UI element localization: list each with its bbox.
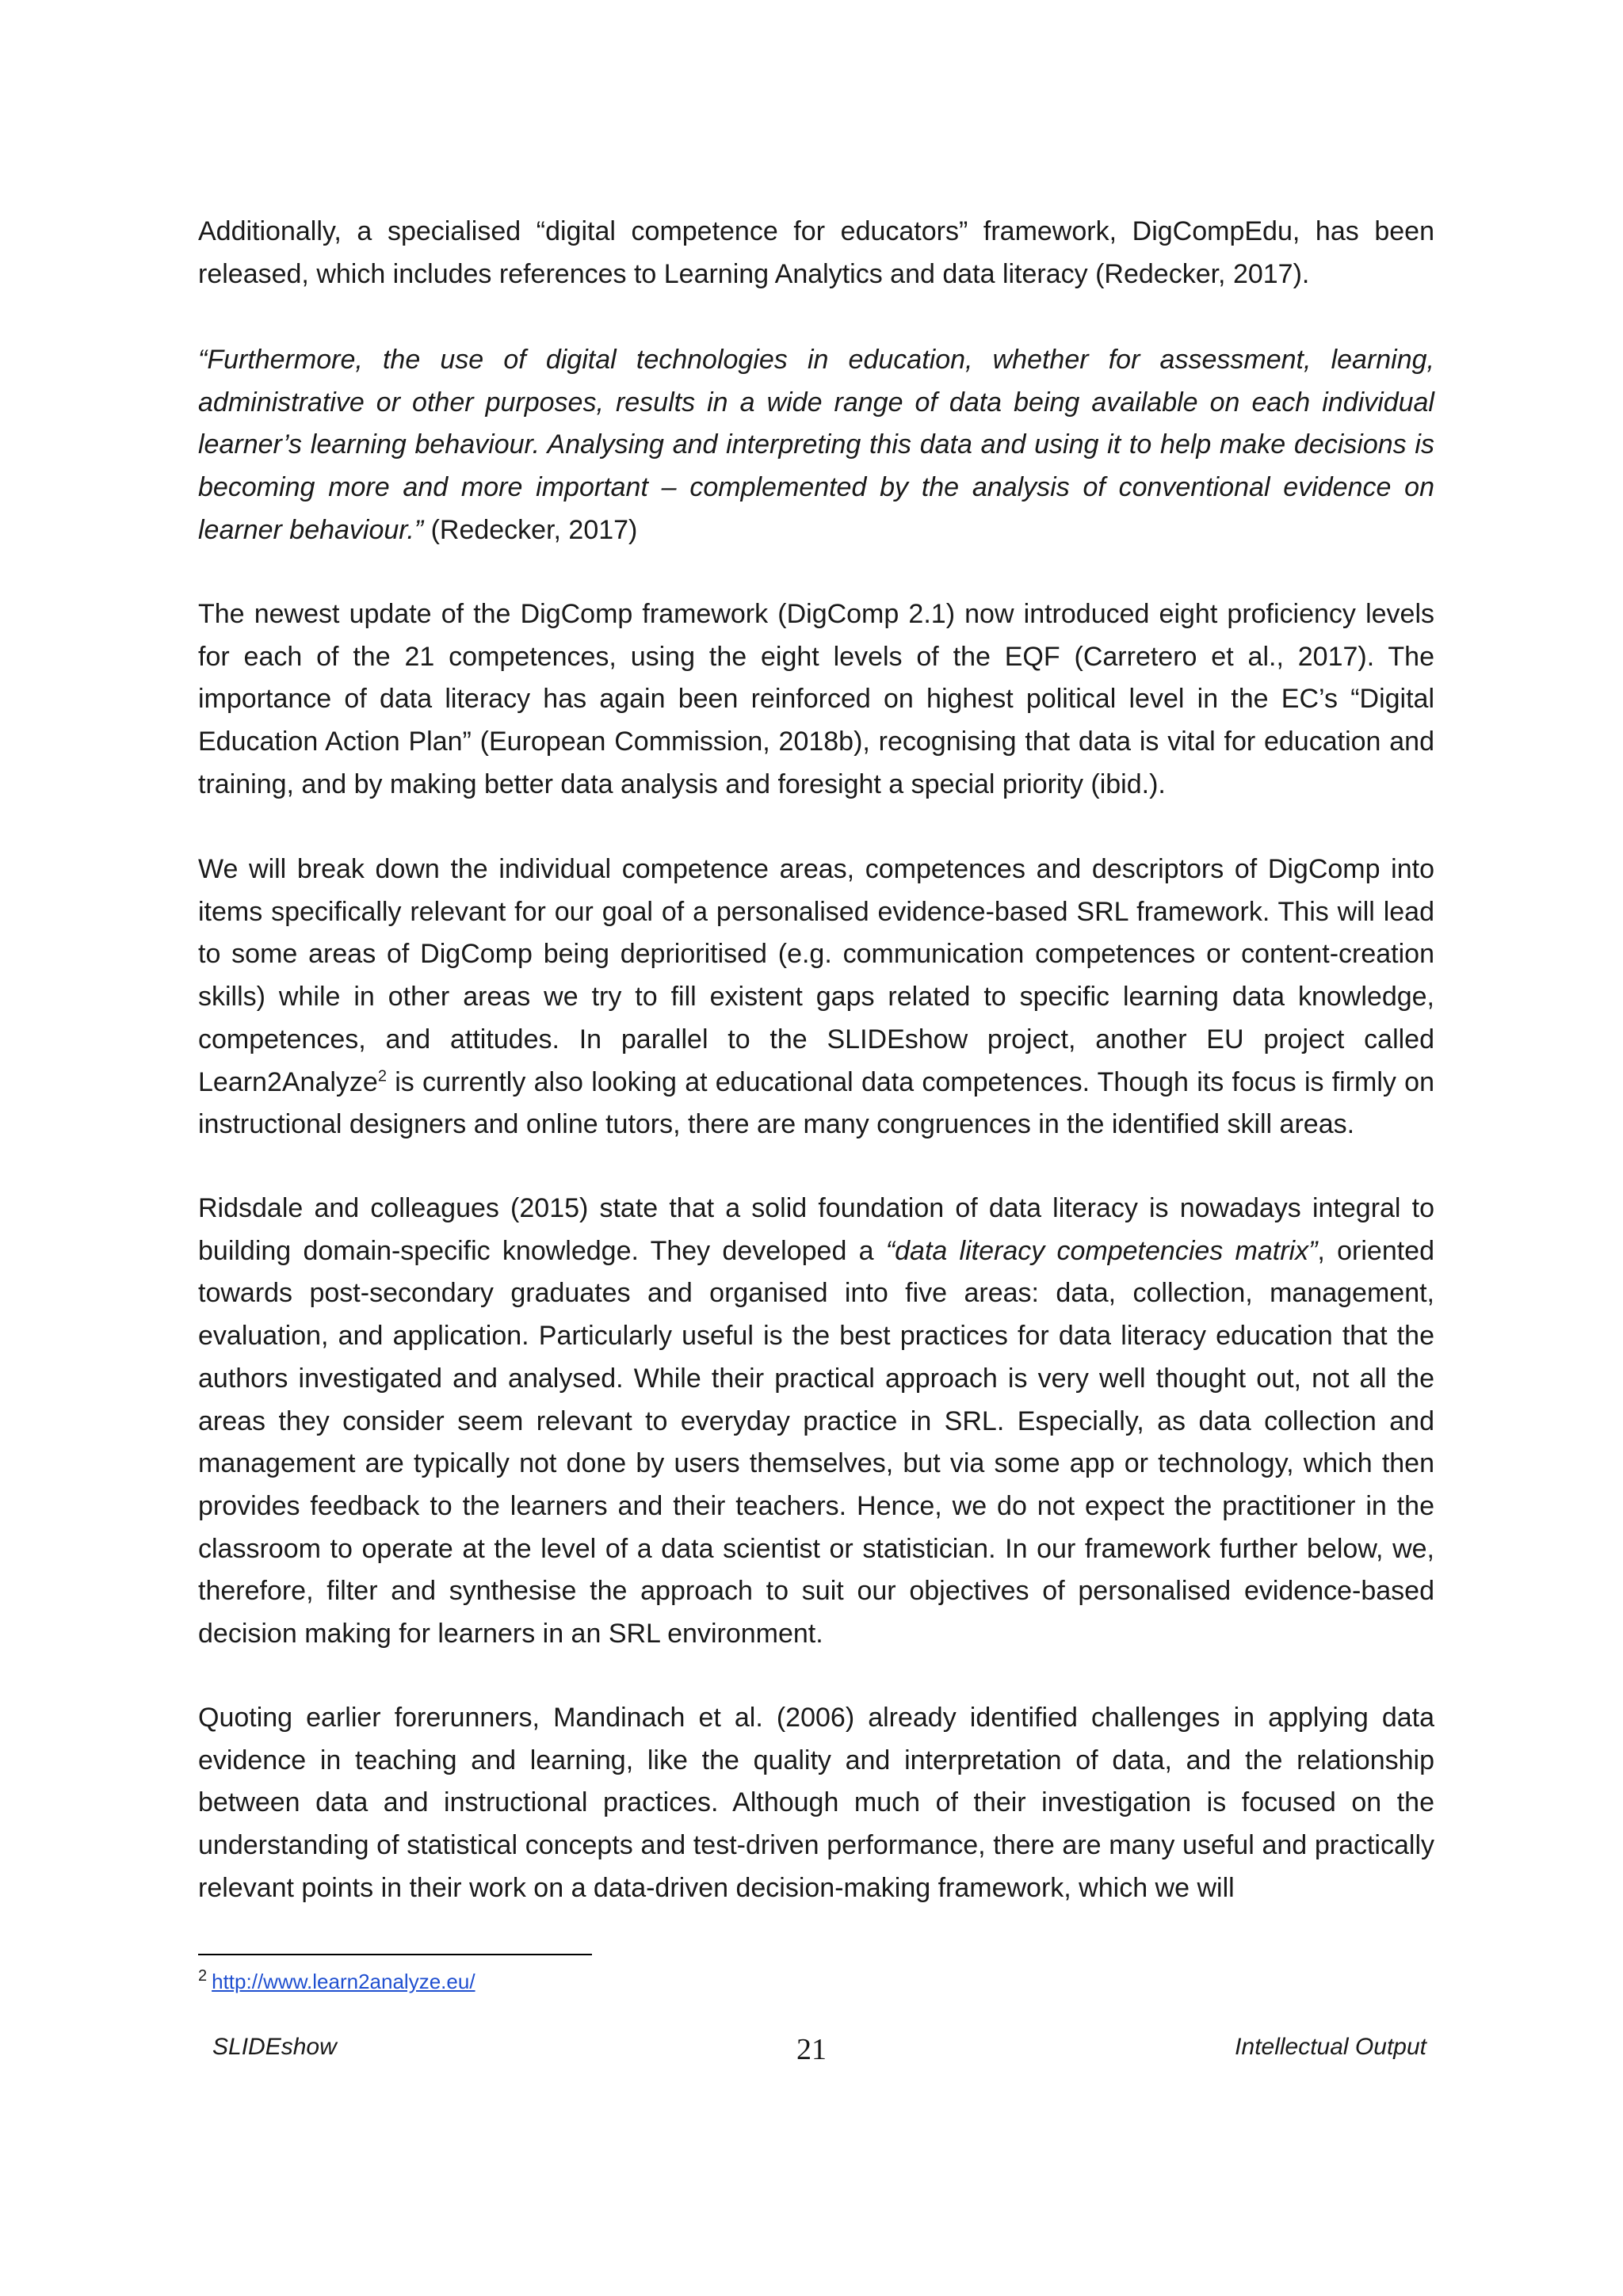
paragraph-ridsdale	[198, 1188, 1434, 1656]
paragraph-text: Quoting earlier forerunners, Mandinach et al. (2006) already identified challenges in applying data evidence in teaching and learning, like the quality and interpretation of data, and the relationship between data and instructional practices. Although much of their investigation is focused on the understanding of statistical concepts and test-driven performance, there are many useful and practically relevant points in their work on a data-driven decision-making framework, which we will	[198, 1703, 1434, 1903]
footnote-divider	[198, 1954, 592, 1955]
emphasis-term: “data literacy competencies matrix”	[885, 1235, 1318, 1266]
block-quote: “Furthermore, the use of digital technologies in education, whether for assessment, learning, administrative or other purposes, results in a wide range of data being available on each individual learner’s learning behaviour. Analysing and interpreting this data and using it to help make decisions is becoming more and more important – complemented by the analysis of conventional evidence on learner behaviour.”	[198, 345, 1434, 545]
paragraph-text: Additionally, a specialised “digital competence for educators” framework, DigCompEdu, has been released, which includes references to Learning Analytics and data literacy (Redecker, 2017).	[198, 216, 1434, 289]
footnote	[198, 1968, 475, 1995]
footer-output-label: Intellectual Output	[1235, 2034, 1426, 2060]
paragraph-digcompedu	[198, 211, 1434, 296]
page-number: 21	[796, 2033, 827, 2066]
footnote-link[interactable]: http://www.learn2analyze.eu/	[212, 1970, 475, 1993]
quote-citation: (Redecker, 2017)	[423, 514, 638, 545]
paragraph-text: Ridsdale and colleagues (2015) state that a solid foundation of data literacy is nowadays integral to building domain-specific knowledge. They developed a	[198, 1193, 1434, 1266]
footer-project-name: SLIDEshow	[212, 2034, 337, 2060]
paragraph-quote-redecker	[198, 339, 1434, 552]
footnote-reference[interactable]: 2	[377, 1067, 387, 1085]
paragraph-text: The newest update of the DigComp framework (DigComp 2.1) now introduced eight proficiency levels for each of the 21 competences, using the eight levels of the EQF (Carretero et al., 2017). The importance of data literacy has again been reinforced on highest political level in the EC’s “Digital Education Action Plan” (European Commission, 2018b), recognising that data is vital for education and training, and by making better data analysis and foresight a special priority (ibid.).	[198, 599, 1434, 799]
paragraph-mandinach	[198, 1697, 1434, 1909]
paragraph-text-continued: is currently also looking at educational data competences. Though its focus is firmly on instructional designers and online tutors, there are many congruences in the identified skill areas.	[198, 1066, 1434, 1140]
paragraph-breakdown	[198, 849, 1434, 1146]
paragraph-text: We will break down the individual competence areas, competences and descriptors of DigComp into items specifically relevant for our goal of a personalised evidence-based SRL framework. This will lead to some areas of DigComp being deprioritised (e.g. communication competences or content-creation skills) while in other areas we try to fill existent gaps related to specific learning data knowledge, competences, and attitudes. In parallel to the SLIDEshow project, another EU project called Learn2Analyze	[198, 854, 1434, 1097]
paragraph-text-continued: , oriented towards post-secondary graduates and organised into five areas: data, collection, management, evaluation, and application. Particularly useful is the best practices for data literacy education that the authors investigated and analysed. While their practical approach is very well thought out, not all the areas they consider seem relevant to everyday practice in SRL. Especially, as data collection and management are typically not done by users themselves, but via some app or technology, which then provides feedback to the learners and their teachers. Hence, we do not expect the practitioner in the classroom to operate at the level of a data scientist or statistician. In our framework further below, we, therefore, filter and synthesise the approach to suit our objectives of personalised evidence-based decision making for learners in an SRL environment.	[198, 1235, 1434, 1650]
paragraph-digcomp-update	[198, 593, 1434, 807]
footnote-marker: 2	[198, 1967, 208, 1985]
